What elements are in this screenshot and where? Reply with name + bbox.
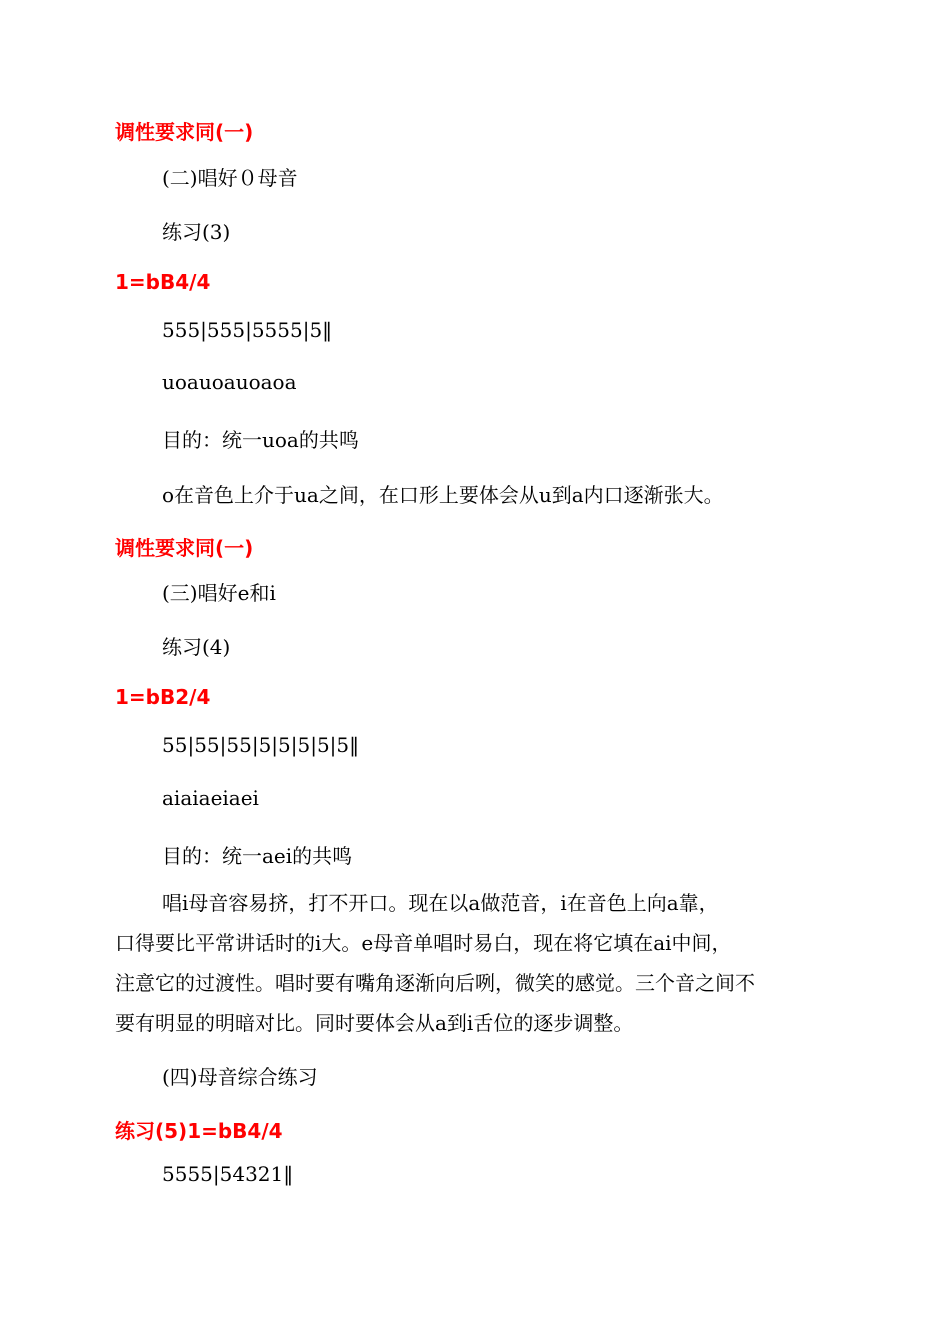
subsection-title: (二)唱好０母音 — [162, 166, 298, 190]
vowel-syllables: uoauoauoaoa — [162, 370, 297, 394]
exercise-label: 练习(4) — [162, 635, 231, 659]
instruction-paragraph — [115, 883, 837, 1043]
purpose-text: 目的：统一aei的共鸣 — [162, 844, 353, 868]
key-signature: 1=bB2/4 — [115, 685, 211, 709]
paragraph-line: 注意它的过渡性。唱时要有嘴角逐渐向后咧，微笑的感觉。三个音之间不 — [115, 971, 755, 995]
section-heading: 调性要求同(一) — [115, 536, 254, 560]
vowel-syllables: aiaiaeiaei — [162, 786, 259, 810]
music-notation: 5555|54321‖ — [162, 1162, 294, 1186]
subsection-title: (四)母音综合练习 — [162, 1065, 318, 1089]
subsection-title: (三)唱好e和i — [162, 581, 276, 605]
section-heading: 调性要求同(一) — [115, 120, 254, 144]
key-signature: 1=bB4/4 — [115, 270, 211, 294]
paragraph-line: 要有明显的明暗对比。同时要体会从a到i舌位的逐步调整。 — [115, 1011, 634, 1035]
music-notation: 55|55|55|5|5|5|5|5‖ — [162, 733, 360, 757]
exercise-heading: 练习(5)1=bB4/4 — [115, 1119, 283, 1143]
exercise-label: 练习(3) — [162, 220, 231, 244]
purpose-text: 目的：统一uoa的共鸣 — [162, 428, 359, 452]
instruction-note: o在音色上介于ua之间，在口形上要体会从u到a内口逐渐张大。 — [162, 483, 724, 507]
paragraph-line: 唱i母音容易挤，打不开口。现在以a做范音，i在音色上向a靠， — [162, 891, 719, 915]
music-notation: 555|555|5555|5‖ — [162, 318, 333, 342]
paragraph-line: 口得要比平常讲话时的i大。e母音单唱时易白，现在将它填在ai中间， — [115, 931, 732, 955]
